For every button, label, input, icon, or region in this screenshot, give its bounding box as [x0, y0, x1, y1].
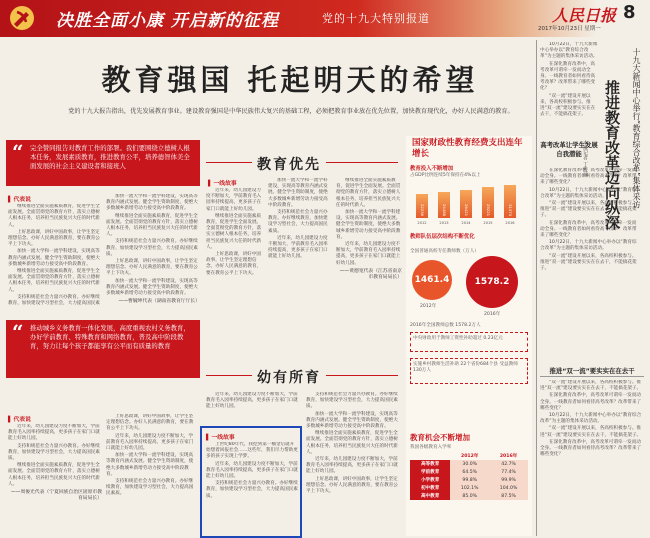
divider [326, 375, 398, 376]
party-emblem-icon [4, 2, 40, 35]
paragraph: 在深化教育改革中，高考改革可谓牵一发而动全身。一线教育者如何看待高考改革？改革带来了哪些变化？ [540, 61, 596, 92]
table-value-cell: 42.7% [489, 460, 528, 468]
bar-value-label: 24488 [442, 203, 447, 216]
table-header-cell [410, 452, 450, 460]
table-header-cell: 2016年 [499, 454, 518, 459]
bar-category-label: 2014 [461, 221, 471, 225]
table-row [410, 468, 528, 476]
paragraph: 10月22日，十九大新闻中心举办以“教育综合改革”为主题的集体采访活动。 [540, 187, 637, 199]
quote-mark-icon: “ [12, 140, 24, 164]
page-slogan: 决胜全面小康 开启新的征程 [56, 11, 279, 31]
table-category-cell: 学前教育 [410, 468, 450, 476]
paragraph: 在深化教育改革中，高考改革可谓牵一发而动全身。一线教育者如何看待高考改革？改革带来了哪些变化？ [540, 168, 637, 186]
stat-box [410, 358, 528, 384]
bar-value-label: 26421 [464, 203, 469, 216]
newspaper-logo: 人民日报 [552, 6, 617, 25]
bar-category-label: 2015 [483, 221, 493, 225]
tag-frontline-2: ▌ 一线故事 [206, 432, 235, 441]
paragraph: “双一流”建设开展以来，各高校积极参与。推进“双一流”建设要实实在在去干，不能搞花架子。 [540, 201, 637, 219]
headline-deck: 党的十九大报告指出，优先发展教育事业。建设教育强国是中华民族伟大复兴的基础工程，必须把教育事业放在优先位置，加快教育现代化，办好人民满意的教育。 [68, 108, 514, 115]
paragraph: 上好思政课，讲好中国故事，让学生坚定理想信念。办好人民满意的教育，要在教育公平上下功夫。 [106, 414, 194, 432]
teacher-bubble-2012 [412, 260, 452, 300]
byline: ——黄德宽代表（江苏省南京市教育局局长） [339, 268, 402, 281]
teacher-count-2016: 1578.2 [474, 277, 510, 287]
table-value-cell: 104.0% [489, 484, 528, 492]
enrollment-table [410, 452, 528, 500]
paragraph: 继续推进全面实施素质教育，促进学生全面发展。全面贯彻党的教育方针，落实立德树人根本任务，培养担当民族复兴大任的时代新人。 [8, 463, 100, 487]
page-number: 8 [623, 2, 636, 23]
article-column [306, 392, 402, 532]
right-kicker: 十九大新闻中心举行“教育综合改革”集体采访 [632, 48, 641, 209]
quote-text: 推动城乡义务教育一体化发展，高度重视农村义务教育，办好学前教育、特殊教育和网络教育，普及高中阶段教育，努力让每个孩子都能享有公平而有质量的教育 [30, 324, 190, 350]
right-subheading-1: 高考改革让学生发展自我潜能 [540, 141, 598, 158]
divider [206, 162, 252, 163]
byline: ——周俊光代表（宁夏回族自治区固原市教育局局长） [10, 490, 102, 502]
infographic-title: 国家财政性教育经费支出连年增长 [412, 138, 523, 159]
stat-text: 中央财政用于教师工资性补助超过 0.23亿元 [413, 336, 503, 341]
tag-rep-2: ▌ 代表说 [8, 414, 31, 423]
paragraph: 近年来，幼儿园建设力度不断加大，学前教育毛入园率持续提高，更多孩子在家门口就能上好幼儿园。 [106, 433, 194, 452]
table-row [410, 476, 528, 484]
table-row [410, 492, 528, 500]
paragraph: “双一流”建设开展以来，各高校积极参与。推进“双一流”建设要实实在在去干，不能搞花架子。 [540, 253, 637, 272]
paragraph: 上好思政课，讲好中国故事，让学生坚定理想信念。办好人民满意的教育，要在教育公平上下功夫。 [8, 229, 100, 248]
article-column [206, 392, 300, 424]
table-row [410, 460, 528, 468]
right-headline: 推进教育改革迈向纵深 [603, 80, 621, 230]
paragraph: 继续推进全面实施素质教育，促进学生全面发展。全面贯彻党的教育方针，落实立德树人根本任务，培养担当民族复兴大任的时代新人。 [206, 213, 262, 250]
quote-box-1 [6, 140, 200, 186]
section-title-1: 教育优先 [257, 157, 321, 173]
paragraph: 继续推进全面实施素质教育，促进学生全面发展。全面贯彻党的教育方针，落实立德树人根本任务，培养担当民族复兴大任的时代新人。 [106, 213, 198, 238]
paragraph: 继续推进全面实施素质教育，促进学生全面发展。全面贯彻党的教育方针，落实立德树人根本任务，培养担当民族复兴大任的时代新人。 [8, 269, 100, 293]
bar-chart [412, 178, 524, 225]
main-headline: 教育强国 托起明天的希望 [101, 63, 479, 97]
paragraph: 加快一流大学和一流学科建设，实现高等教育内涵式发展。健全学生资助制度，使绝大多数城乡新增劳动力接受高中阶段教育。 [336, 210, 401, 240]
paragraph: 近年来，幼儿园建设力度不断加大，学前教育毛入园率持续提高，更多孩子在家门口就能上好幼儿园。 [206, 188, 262, 212]
stat-text: 实施乡村教师生活补助 22个省份684个县 受益教师 130万人 [413, 362, 518, 373]
paragraph: 在深化教育改革中，高考改革可谓牵一发而动全身。一线教育者如何看待高考改革？改革带来了哪些变化？ [540, 220, 637, 239]
right-article [540, 380, 644, 534]
paragraph: 上好思政课，讲好中国故事，让学生坚定理想信念。办好人民满意的教育，要在教育公平上下功夫。 [106, 259, 198, 277]
chart2-label: 教师队伍层次结构不断优化 [410, 234, 475, 240]
article-column [336, 178, 402, 306]
bar-category-label: 2016 [505, 221, 515, 225]
year-label: 2012年 [420, 304, 437, 309]
table-value-cell: 77.4% [489, 468, 528, 476]
right-subheading-2: 推进“双一流”要实实在在去干 [549, 367, 635, 375]
table-value-cell: 87.5% [489, 492, 528, 500]
table-value-cell: 99.8% [450, 476, 489, 484]
table-row [410, 484, 528, 492]
divider [540, 376, 644, 377]
paragraph: 上世纪80年代，我挖到第一桶金后就开始想着回报社会……这些年，我们尽力帮助更多的孩子实现上学梦。 [206, 442, 298, 460]
highlighted-article [206, 442, 298, 534]
tag-frontline-1: ▌ 一线故事 [208, 178, 237, 187]
paragraph: 近年来，幼儿园建设力度不断加大，学前教育毛入园率持续提高，更多孩子在家门口就能上好幼儿园。 [206, 392, 298, 410]
quote-text: 完全赞同报告对教育工作的部署。我们要围绕立德树人根本任务，发展素质教育，推进教育公平，培养德智体美全面发展的社会主义建设者和接班人 [30, 144, 190, 170]
paragraph: 支持和规范社会力量兴办教育。办好继续教育，加快建设学习型社会，大力提高国民素质。 [106, 479, 194, 497]
stat-box [410, 332, 528, 352]
dateline: 2017年10月23日 星期一 [538, 26, 601, 32]
paragraph: 加快一流大学和一流学科建设，实现高等教育内涵式发展。健全学生资助制度，使绝大多数城乡新增劳动力接受高中阶段教育。 [306, 411, 398, 430]
paragraph: 加快一流大学和一流学科建设，实现高等教育内涵式发展。健全学生资助制度，使绝大多数城乡新增劳动力接受高中阶段教育。 [106, 453, 194, 477]
paragraph: 近年来，幼儿园建设力度不断加大，学前教育毛入园率持续提高，更多孩子在家门口就能上好幼儿园。 [306, 457, 398, 475]
stat-text: 2016年全国教师总数 1578.2万人 [410, 323, 481, 328]
paragraph: 上好思政课，讲好中国故事，让学生坚定理想信念。办好人民满意的教育，要在教育公平上下功夫。 [306, 476, 398, 495]
paragraph: 支持和规范社会力量兴办教育。办好继续教育，加快建设学习型社会，大力提高国民素质。 [8, 443, 100, 462]
paragraph: “双一流”建设开展以来，各高校积极参与。推进“双一流”建设要实实在在去干，不能搞花架子。 [540, 380, 642, 392]
table-value-cell: 64.5% [450, 468, 489, 476]
quote-box-2 [6, 320, 200, 378]
article-column [106, 194, 200, 306]
paragraph: 在深化教育改革中，高考改革可谓牵一发而动全身。一线教育者如何看待高考改革？改革带来了哪些变化？ [540, 393, 642, 411]
teacher-count-2012: 1461.4 [414, 275, 450, 285]
right-intro [540, 42, 598, 134]
paragraph: 支持和规范社会力量兴办教育。办好继续教育，加快建设学习型社会，大力提高国民素质。 [106, 239, 198, 257]
paragraph: “双一流”建设开展以来，各高校积极参与。推进“双一流”建设要实实在在去干，不能搞花架子。 [540, 93, 596, 118]
paragraph: 10月22日，十九大新闻中心举办以“教育综合改革”为主题的集体采访活动。 [540, 240, 637, 252]
byline: ——曹毓坤代表（湖南省教育厅厅长） [118, 299, 200, 305]
year-label: 2016年 [484, 312, 501, 317]
divider [326, 162, 398, 163]
paragraph: 近年来，幼儿园建设力度不断加大，学前教育毛入园率持续提高，更多孩子在家门口就能上好幼儿园。 [268, 235, 328, 260]
table-category-cell: 初中教育 [410, 484, 450, 492]
paragraph: 支持和规范社会力量兴办教育。办好继续教育，加快建设学习型社会，大力提高国民素质。 [268, 210, 328, 234]
table-title: 教育机会不断增加 [410, 433, 470, 442]
chart1-label: 教育投入不断增加 [410, 166, 454, 172]
column-divider [536, 40, 537, 536]
paragraph: 近年来，幼儿园建设力度不断加大，学前教育毛入园率持续提高，更多孩子在家门口就能上好幼儿园。 [206, 461, 298, 480]
paragraph: 继续推进全面实施素质教育，促进学生全面发展。全面贯彻党的教育方针，落实立德树人根本任务，培养担当民族复兴大任的时代新人。 [306, 431, 398, 455]
table-header-cell: 2012年 [461, 454, 479, 459]
paragraph: 在深化教育改革中，高考改革可谓牵一发而动全身。一线教育者如何看待高考改革？改革带来了哪些变化？ [540, 439, 642, 458]
paragraph: 继续推进全面实施素质教育，促进学生全面发展。全面贯彻党的教育方针，落实立德树人根本任务，培养担当民族复兴大任的时代新人。 [8, 204, 100, 228]
quote-mark-icon: “ [12, 320, 24, 344]
paragraph: 上好思政课，讲好中国故事，让学生坚定理想信念。办好人民满意的教育，要在教育公平上下功夫。 [206, 252, 262, 276]
right-author: 本报记者 丁雅诵 [582, 140, 588, 177]
divider [206, 375, 252, 376]
article-column [206, 188, 264, 306]
table-category-cell: 高等教育 [410, 460, 450, 468]
paragraph: 支持和规范社会力量兴办教育。办好继续教育，加快建设学习型社会，大力提高国民素质。 [206, 481, 298, 499]
bar-category-label: 2013 [439, 221, 449, 225]
teacher-bubble-2016 [466, 256, 518, 308]
paragraph: 加快一流大学和一流学科建设，实现高等教育内涵式发展。健全学生资助制度，使绝大多数城乡新增劳动力接受高中阶段教育。 [8, 249, 100, 267]
paragraph: 近年来，幼儿园建设力度不断加大，学前教育毛入园率持续提高，更多孩子在家门口就能上好幼儿园。 [336, 242, 401, 266]
paragraph: “双一流”建设开展以来，各高校积极参与。推进“双一流”建设要实实在在去干，不能搞花架子。 [540, 426, 642, 438]
article-column [106, 414, 196, 532]
section-banner: 党的十九大特别报道 [322, 12, 430, 25]
section-title-2: 幼有所育 [257, 370, 321, 386]
paragraph: 近年来，幼儿园建设力度不断加大，学前教育毛入园率持续提高，更多孩子在家门口就能上好幼儿园。 [8, 424, 100, 442]
paragraph: 加快一流大学和一流学科建设，实现高等教育内涵式发展。健全学生资助制度，使绝大多数城乡新增劳动力接受高中阶段教育。 [268, 178, 328, 208]
bar-value-label: 22236 [420, 203, 425, 216]
table-category-cell: 高中教育 [410, 492, 450, 500]
bar-category-label: 2012 [417, 221, 427, 225]
table-value-cell: 99.9% [489, 476, 528, 484]
table-value-cell: 85.0% [450, 492, 489, 500]
table-value-cell: 30.0% [450, 460, 489, 468]
paragraph: 继续推进全面实施素质教育，促进学生全面发展。全面贯彻党的教育方针，落实立德树人根本任务，培养担当民族复兴大任的时代新人。 [336, 178, 401, 208]
chart2-sub: 全国普通高校专任教师数（万人） [410, 249, 479, 254]
bar-value-label: 29221 [486, 203, 491, 216]
article-column [268, 178, 332, 306]
paragraph: 10月22日，十九大新闻中心举办以“教育综合改革”为主题的集体采访活动。 [540, 42, 598, 60]
paragraph: 加快一流大学和一流学科建设，实现高等教育内涵式发展。健全学生资助制度，使绝大多数城乡新增劳动力接受高中阶段教育。 [106, 194, 198, 212]
paragraph: 10月22日，十九大新闻中心举办以“教育综合改革”为主题的集体采访活动。 [540, 413, 642, 425]
bar-value-label: 31373 [508, 203, 513, 216]
paragraph: 支持和规范社会力量兴办教育。办好继续教育，加快建设学习型社会，大力提高国民素质。 [306, 392, 398, 410]
article-column [8, 424, 102, 532]
paragraph: 加快一流大学和一流学科建设，实现高等教育内涵式发展。健全学生资助制度，使绝大多数城乡新增劳动力接受高中阶段教育。 [106, 278, 198, 297]
article-column [8, 204, 102, 306]
table-value-cell: 102.1% [450, 484, 489, 492]
chart1-sub: 占GDP比例连续5年保持在4%以上 [410, 173, 481, 178]
tag-rep-1: ▌ 代表说 [8, 194, 31, 203]
paragraph: 支持和规范社会力量兴办教育。办好继续教育，加快建设学习型社会，大力提高国民素 [8, 294, 100, 306]
table-subtitle: 我国各级教育入学率 [410, 445, 452, 450]
table-category-cell: 小学教育 [410, 476, 450, 484]
right-article [540, 168, 640, 344]
